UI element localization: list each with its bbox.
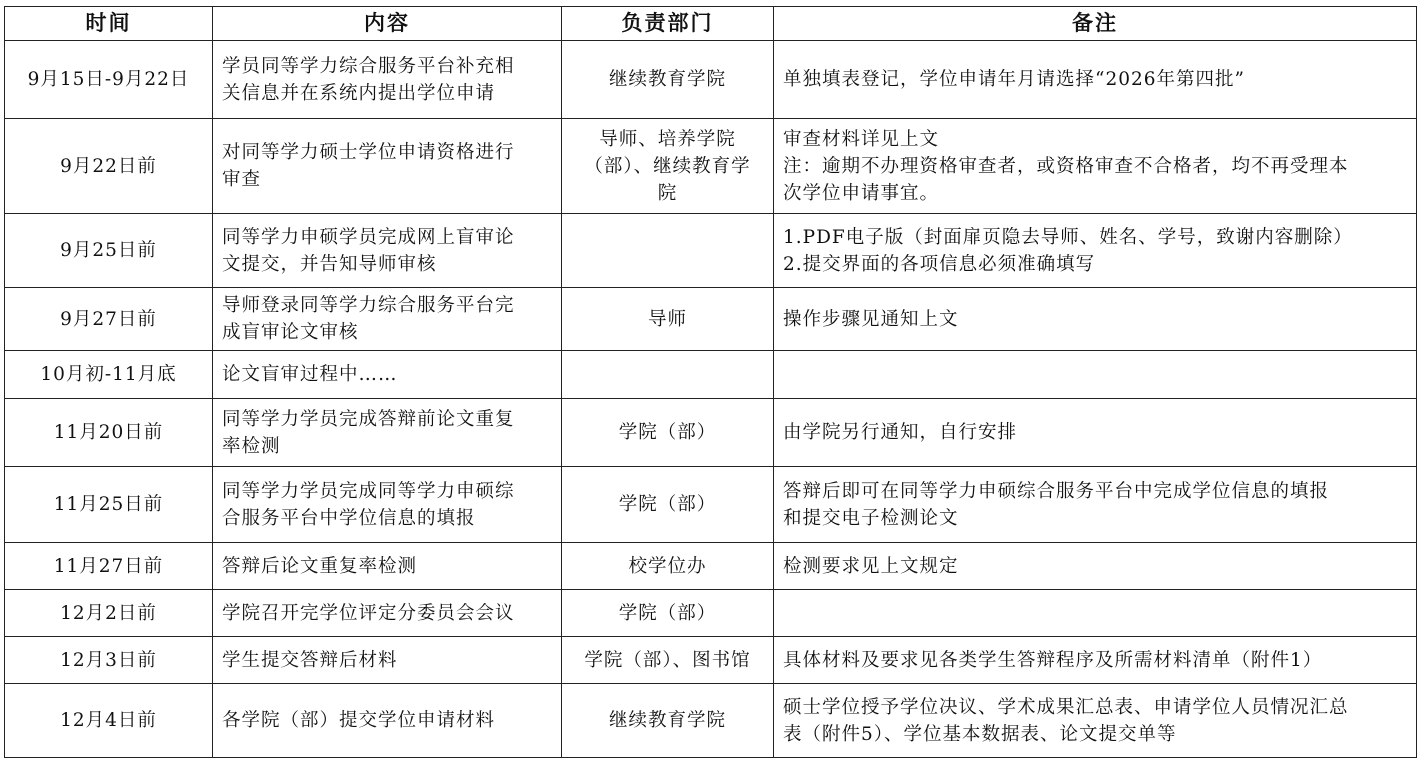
table-row [5, 214, 1417, 288]
cell-dept [562, 543, 774, 590]
cell-content-line: 答辩后论文重复率检测 [222, 555, 418, 577]
cell-note-line: 注：逾期不办理资格审查者，或资格审查不合格者，均不再受理本 [783, 155, 1349, 177]
table-row [5, 351, 1417, 399]
table-row [5, 467, 1417, 543]
cell-dept [562, 684, 774, 758]
cell-content-line: 学院召开完学位评定分委员会会议 [222, 602, 515, 624]
cell-content [213, 543, 562, 590]
cell-content [213, 351, 562, 399]
cell-note-line: 答辩后即可在同等学力申硕综合服务平台中完成学位信息的填报 [783, 480, 1330, 502]
cell-note-line: 次学位申请事宜。 [783, 182, 940, 204]
table-row [5, 119, 1417, 214]
cell-note [774, 351, 1417, 399]
header-time: 时间 [5, 7, 213, 41]
cell-content-line: 文提交，并告知导师审核 [222, 253, 437, 275]
cell-time: 11月20日前 [5, 399, 213, 467]
cell-time: 9月15日-9月22日 [5, 41, 213, 119]
cell-note-line: 和提交电子检测论文 [783, 507, 959, 529]
table-row [5, 41, 1417, 119]
cell-note [774, 214, 1417, 288]
cell-dept-line: 院 [657, 182, 678, 204]
cell-time: 11月27日前 [5, 543, 213, 590]
cell-content-line: 学生提交答辩后材料 [222, 649, 398, 671]
cell-note-line: 单独填表登记，学位申请年月请选择“2026年第四批” [783, 69, 1245, 90]
cell-dept [562, 288, 774, 351]
cell-dept [562, 590, 774, 637]
cell-content [213, 684, 562, 758]
cell-content-line: 各学院（部）提交学位申请材料 [222, 710, 496, 731]
cell-note-line: 2.提交界面的各项信息必须准确填写 [783, 253, 1096, 275]
cell-content-line: 同等学力学员完成同等学力申硕综 [222, 480, 515, 502]
header-dept: 负责部门 [562, 7, 774, 41]
table-row [5, 590, 1417, 637]
cell-dept [562, 351, 774, 399]
cell-note-line: 具体材料及要求见各类学生答辩程序及所需材料清单（附件1） [783, 649, 1323, 671]
cell-note-line: 检测要求见上文规定 [783, 555, 959, 577]
cell-content [213, 41, 562, 119]
cell-dept [562, 214, 774, 288]
table-row [5, 288, 1417, 351]
cell-note-line: 硕士学位授予学位决议、学术成果汇总表、申请学位人员情况汇总 [783, 696, 1349, 718]
cell-content-line: 率检测 [222, 435, 281, 457]
cell-note [774, 119, 1417, 214]
cell-content [213, 399, 562, 467]
cell-note-line: 审查材料详见上文 [783, 128, 940, 150]
cell-dept [562, 41, 774, 119]
cell-dept-line: 继续教育学院 [608, 69, 726, 90]
table-row [5, 399, 1417, 467]
schedule-body [5, 41, 1417, 758]
cell-time: 12月3日前 [5, 637, 213, 684]
header-row [5, 7, 1417, 41]
cell-dept [562, 119, 774, 214]
cell-content [213, 637, 562, 684]
cell-dept-line: 学院（部） [618, 494, 717, 515]
cell-content [213, 467, 562, 543]
cell-content-line: 对同等学力硕士学位申请资格进行 [222, 142, 515, 163]
cell-dept-line: 导师 [647, 308, 687, 330]
cell-note-line: 操作步骤见通知上文 [783, 308, 959, 330]
cell-dept-line: 学院（部） [618, 602, 717, 624]
cell-content-line: 导师登录同等学力综合服务平台完 [222, 295, 515, 316]
cell-time: 9月27日前 [5, 288, 213, 351]
cell-dept-line: 学院（部）、图书馆 [584, 649, 751, 671]
cell-dept [562, 399, 774, 467]
schedule-table [4, 6, 1417, 758]
table-row [5, 543, 1417, 590]
cell-dept-line: 导师、培养学院 [599, 128, 736, 150]
cell-content-line: 审查 [222, 169, 262, 190]
cell-content-line: 论文盲审过程中…… [222, 364, 398, 385]
table-row [5, 637, 1417, 684]
cell-dept [562, 637, 774, 684]
header-content: 内容 [213, 7, 562, 41]
cell-dept-line: 学院（部） [618, 422, 717, 443]
cell-dept [562, 467, 774, 543]
cell-content [213, 288, 562, 351]
cell-note [774, 41, 1417, 119]
cell-note-line: 表（附件5）、学位基本数据表、论文提交单等 [783, 723, 1177, 745]
cell-content-line: 关信息并在系统内提出学位申请 [222, 82, 496, 104]
cell-note [774, 288, 1417, 351]
cell-time: 10月初-11月底 [5, 351, 213, 399]
header-note: 备注 [774, 7, 1417, 41]
cell-content-line: 成盲审论文审核 [222, 322, 359, 343]
cell-note-line: 1.PDF电子版（封面扉页隐去导师、姓名、学号，致谢内容删除） [783, 226, 1353, 248]
cell-time: 12月4日前 [5, 684, 213, 758]
cell-time: 9月25日前 [5, 214, 213, 288]
cell-time: 11月25日前 [5, 467, 213, 543]
cell-content-line: 同等学力申硕学员完成网上盲审论 [222, 226, 515, 248]
cell-dept-line: 继续教育学院 [608, 710, 726, 731]
cell-dept-line: （部）、继续教育学 [584, 155, 751, 177]
schedule-sheet [4, 6, 1417, 758]
cell-note [774, 590, 1417, 637]
cell-content [213, 590, 562, 637]
cell-time: 9月22日前 [5, 119, 213, 214]
cell-dept-line: 校学位办 [628, 555, 707, 577]
table-row [5, 684, 1417, 758]
cell-content-line: 同等学力学员完成答辩前论文重复 [222, 408, 515, 430]
cell-note [774, 399, 1417, 467]
cell-content [213, 119, 562, 214]
cell-note [774, 543, 1417, 590]
cell-note [774, 467, 1417, 543]
cell-time: 12月2日前 [5, 590, 213, 637]
cell-note [774, 684, 1417, 758]
cell-content-line: 合服务平台中学位信息的填报 [222, 507, 476, 529]
cell-content-line: 学员同等学力综合服务平台补充相 [222, 55, 515, 77]
cell-content [213, 214, 562, 288]
cell-note [774, 637, 1417, 684]
cell-note-line: 由学院另行通知，自行安排 [783, 422, 1018, 443]
